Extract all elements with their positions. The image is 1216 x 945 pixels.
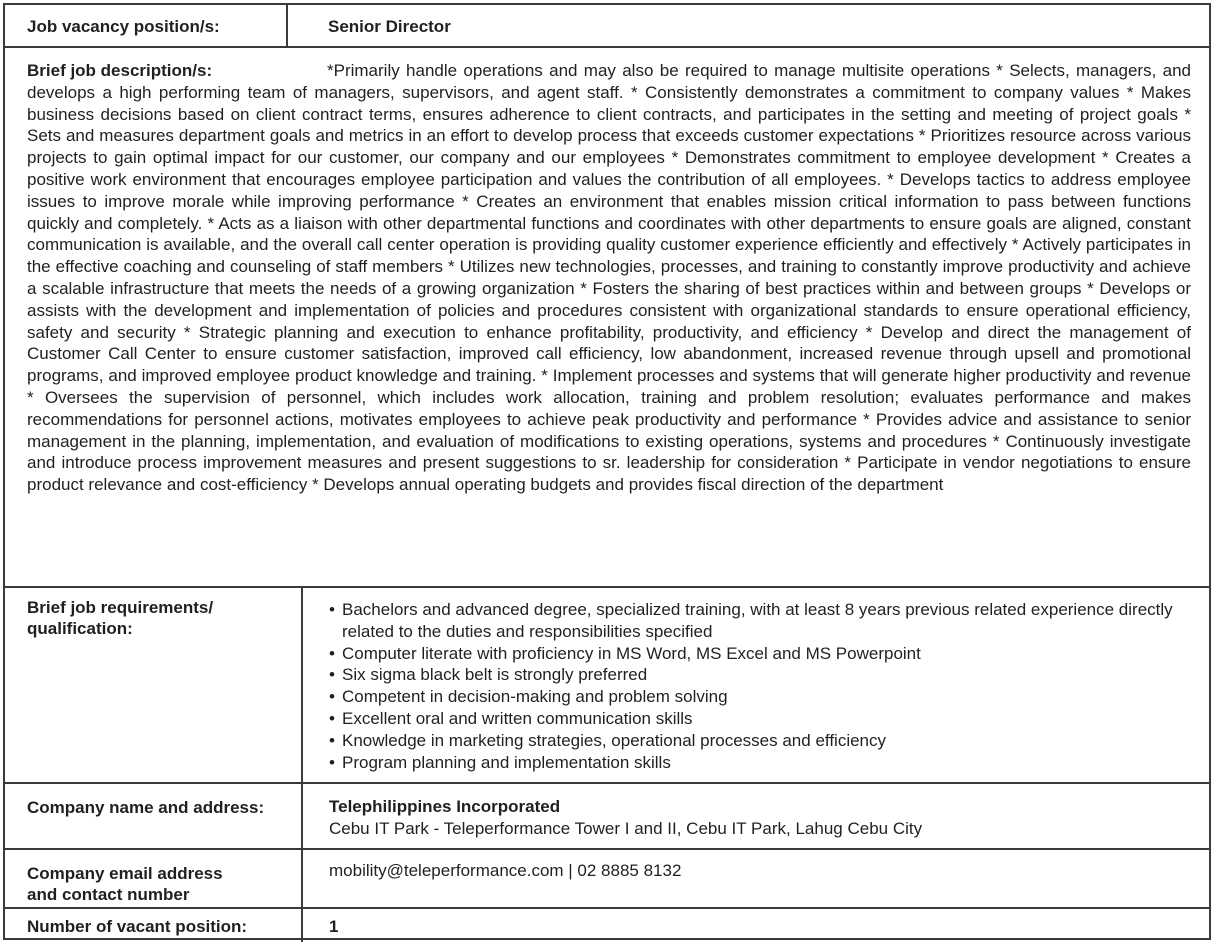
bullet-icon: • xyxy=(329,665,335,685)
vacancies-value: 1 xyxy=(301,909,1209,942)
bullet-icon: • xyxy=(329,708,335,728)
requirements-label-line2: qualification: xyxy=(27,619,133,638)
requirement-text: Excellent oral and written communication skills xyxy=(342,708,693,728)
bullet-icon: • xyxy=(329,752,335,772)
requirement-item xyxy=(329,752,1209,774)
requirements-row xyxy=(5,588,1209,784)
description-block xyxy=(27,60,1191,496)
position-row xyxy=(5,5,1209,48)
description-text: *Primarily handle operations and may also be required to manage multisite operations * Selects, managers, and develops a high performing team of managers, supervisors, and agent staff. * Consistently demonstrates a commitment to company values * Makes business decisions based on client contract terms, ensures adherence to client contracts, and participates in the setting and meeting of project goals * Sets and measures department goals and metrics in an effort to develop process that exceeds customer expectations * Prioritizes resource across various projects to gain optimal impact for our customer, our company and our employees * Demonstrates commitment to employee development * Creates a positive work environment that encourages employee participation and values the contribution of all employees. * Develops tactics to address employee issues to improve morale while improving performance * Creates an environment that enables mission critical information to pass between functions quickly and completely. * Acts as a liaison with other departmental functions and coordinates with other departments to ensure goals are aligned, constant communication is available, and the overall call center operation is providing quality customer experience efficiently and effectively * Actively participates in the effective coaching and counseling of staff members * Utilizes new technologies, processes, and training to constantly improve productivity and achieve a scalable infrastructure that meets the needs of a growing organization * Fosters the sharing of best practices within and between groups * Develops or assists with the development and implementation of policies and procedures consistent with organizational standards to ensure operational efficiency, safety and security * Strategic planning and execution to enhance profitability, productivity, and efficiency * Develop and direct the management of Customer Call Center to ensure customer satisfaction, improved call efficiency, low abandonment, increased revenue through upsell and promotional programs, and improved employee product knowledge and training. * Implement processes and systems that will generate higher productivity and revenue * Oversees the supervision of personnel, which includes work allocation, training and problem resolution; evaluates performance and makes recommendations for personnel actions, motivates employees to achieve peak productivity and performance * Provides advice and assistance to senior management in the planning, implementation, and evaluation of modifications to existing operations, systems and procedures * Continuously investigate and introduce process improvement measures and present suggestions to sr. leadership for consideration * Participate in vendor negotiations to ensure product relevance and cost-efficiency * Develops annual operating budgets and provides fiscal direction of the department xyxy=(27,61,1191,495)
requirement-text: Computer literate with proficiency in MS Word, MS Excel and MS Powerpoint xyxy=(342,643,921,663)
bullet-icon: • xyxy=(329,687,335,707)
requirement-item xyxy=(329,730,1209,752)
requirements-list-cell xyxy=(301,588,1209,782)
requirements-label-line1: Brief job requirements/ xyxy=(27,598,214,617)
requirement-item xyxy=(329,686,1209,708)
bullet-icon: • xyxy=(329,643,335,663)
bullet-icon: • xyxy=(329,730,335,750)
requirement-text: Competent in decision-making and problem solving xyxy=(342,687,728,707)
requirement-item xyxy=(329,664,1209,686)
requirement-text: Bachelors and advanced degree, specialized training, with at least 8 years previous related experience directly related to the duties and responsibilities specified xyxy=(342,600,1173,641)
company-row xyxy=(5,784,1209,850)
contact-label xyxy=(5,850,301,907)
contact-label-line2: and contact number xyxy=(27,885,190,904)
job-posting-table xyxy=(3,3,1211,940)
company-address: Cebu IT Park - Teleperformance Tower I and II, Cebu IT Park, Lahug Cebu City xyxy=(329,818,923,838)
company-name: Telephilippines Incorporated xyxy=(329,797,561,816)
vacancies-row xyxy=(5,909,1209,942)
bullet-icon: • xyxy=(329,600,335,619)
requirements-list xyxy=(329,599,1209,773)
requirement-item xyxy=(329,708,1209,730)
requirement-text: Six sigma black belt is strongly preferred xyxy=(342,665,648,685)
company-value xyxy=(301,784,1209,848)
description-label: Brief job description/s: xyxy=(27,61,213,80)
contact-label-line1: Company email address xyxy=(27,864,223,883)
company-label: Company name and address: xyxy=(27,798,265,817)
vacancies-label: Number of vacant position: xyxy=(27,917,248,936)
requirement-text: Knowledge in marketing strategies, operational processes and efficiency xyxy=(342,730,886,750)
requirement-item xyxy=(329,599,1209,643)
contact-value: mobility@teleperformance.com | 02 8885 8132 xyxy=(301,850,1209,907)
contact-row xyxy=(5,850,1209,909)
requirement-item xyxy=(329,643,1209,665)
description-row xyxy=(5,48,1209,588)
requirement-text: Program planning and implementation skills xyxy=(342,752,671,772)
position-label: Job vacancy position/s: xyxy=(27,17,220,36)
requirements-label xyxy=(5,588,301,782)
position-value: Senior Director xyxy=(286,5,1209,46)
